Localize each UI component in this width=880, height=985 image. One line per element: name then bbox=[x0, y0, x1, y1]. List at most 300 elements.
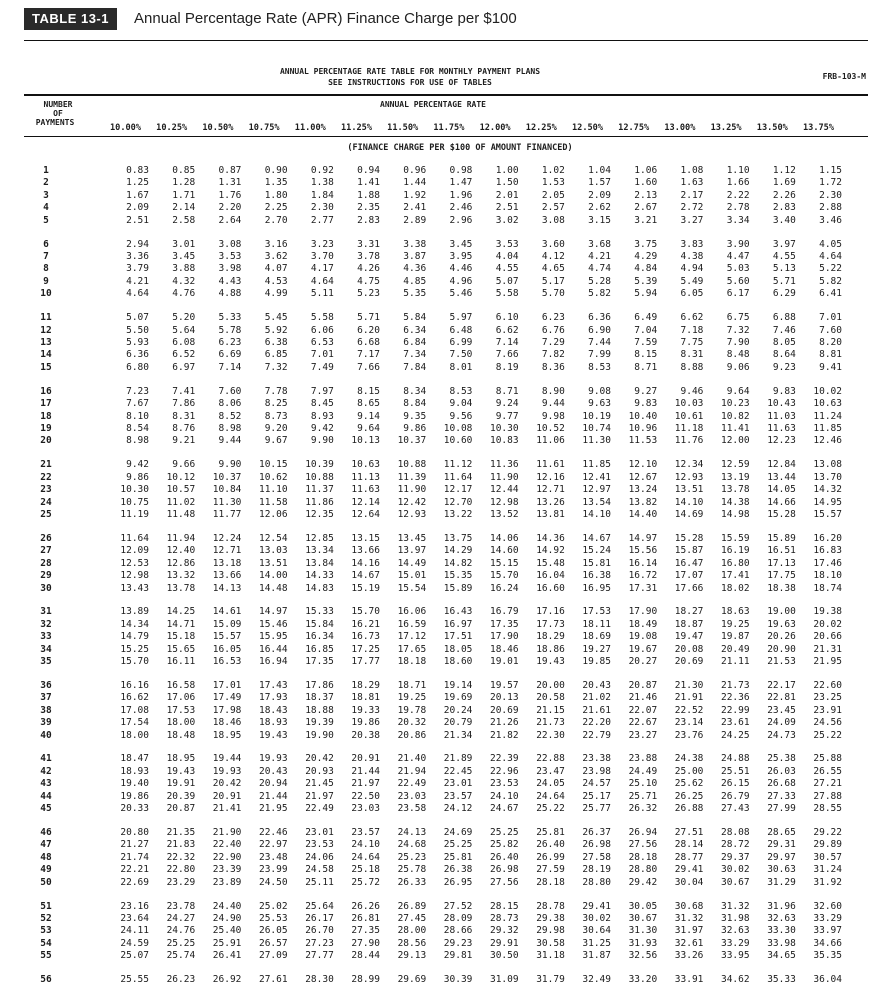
finance-charge-cell: 13.54 bbox=[582, 496, 611, 508]
finance-charge-cell: 12.97 bbox=[582, 484, 611, 496]
finance-charge-cell: 15.46 bbox=[258, 618, 288, 630]
finance-charge-cell: 14.29 bbox=[443, 545, 473, 557]
finance-charge-cell: 7.34 bbox=[403, 349, 427, 361]
finance-charge-cell: 12.54 bbox=[258, 532, 288, 544]
finance-charge-cell: 14.38 bbox=[720, 496, 750, 508]
finance-charge-cell: 7.14 bbox=[218, 361, 242, 373]
finance-charge-cell: 25.78 bbox=[397, 864, 427, 876]
finance-charge-cell: 17.93 bbox=[258, 692, 288, 704]
finance-charge-cell: 2.83 bbox=[772, 202, 796, 214]
finance-charge-cell: 17.31 bbox=[628, 582, 658, 594]
finance-charge-cell: 10.43 bbox=[767, 398, 796, 410]
payments-number-cell: 8 bbox=[43, 263, 49, 275]
finance-charge-cell: 29.69 bbox=[397, 974, 427, 985]
finance-charge-cell: 12.35 bbox=[305, 509, 334, 520]
finance-charge-cell: 9.63 bbox=[588, 398, 611, 410]
finance-charge-cell: 2.35 bbox=[357, 202, 380, 214]
finance-charge-cell: 16.51 bbox=[767, 545, 796, 557]
finance-charge-cell: 31.98 bbox=[720, 912, 750, 924]
finance-charge-cell: 1.25 bbox=[126, 177, 149, 189]
finance-charge-cell: 19.87 bbox=[720, 631, 750, 643]
finance-charge-cell: 19.85 bbox=[582, 656, 611, 668]
rate-header-cell: 11.25% bbox=[340, 123, 373, 133]
finance-charge-cell: 28.99 bbox=[351, 974, 380, 985]
finance-charge-cell: 12.17 bbox=[443, 484, 473, 496]
finance-charge-cell: 20.93 bbox=[305, 765, 334, 777]
finance-charge-cell: 20.87 bbox=[166, 803, 196, 815]
finance-charge-cell: 14.36 bbox=[536, 532, 565, 544]
table-title: Annual Percentage Rate (APR) Finance Charge per $100 bbox=[134, 10, 517, 27]
finance-charge-cell: 12.85 bbox=[305, 532, 334, 544]
finance-charge-cell: 26.92 bbox=[212, 974, 242, 985]
finance-charge-cell: 25.72 bbox=[351, 876, 380, 888]
finance-charge-cell: 17.06 bbox=[166, 692, 196, 704]
payments-number-cell: 3 bbox=[43, 189, 49, 201]
finance-charge-cell: 15.89 bbox=[443, 582, 473, 594]
finance-charge-cell: 24.10 bbox=[351, 839, 380, 851]
finance-charge-cell: 2.13 bbox=[634, 189, 658, 201]
finance-charge-cell: 10.57 bbox=[166, 484, 196, 496]
finance-charge-cell: 17.90 bbox=[489, 631, 519, 643]
finance-charge-cell: 11.12 bbox=[443, 459, 473, 471]
finance-charge-cell: 6.88 bbox=[772, 312, 796, 324]
payments-number-cell: 24 bbox=[40, 496, 52, 508]
finance-charge-cell: 9.90 bbox=[310, 435, 334, 447]
finance-charge-cell: 25.74 bbox=[166, 950, 196, 962]
finance-charge-cell: 21.61 bbox=[582, 704, 611, 716]
finance-charge-cell: 15.70 bbox=[351, 606, 380, 618]
finance-charge-cell: 31.24 bbox=[813, 864, 842, 876]
finance-charge-cell: 10.12 bbox=[166, 471, 196, 483]
finance-charge-cell: 5.13 bbox=[772, 263, 796, 275]
finance-charge-cell: 8.93 bbox=[310, 410, 334, 422]
finance-charge-cell: 16.38 bbox=[582, 570, 611, 582]
finance-charge-cell: 26.68 bbox=[767, 778, 796, 790]
finance-charge-cell: 14.97 bbox=[258, 606, 288, 618]
finance-charge-cell: 19.69 bbox=[443, 692, 473, 704]
finance-charge-cell: 1.66 bbox=[726, 177, 750, 189]
finance-charge-cell: 19.27 bbox=[582, 643, 611, 655]
finance-charge-cell: 4.55 bbox=[495, 263, 519, 275]
payments-number-cell: 28 bbox=[40, 557, 52, 569]
finance-charge-cell: 12.00 bbox=[720, 435, 750, 447]
finance-charge-cell: 4.74 bbox=[588, 263, 611, 275]
payments-number-cell: 29 bbox=[40, 570, 52, 582]
finance-charge-cell: 13.26 bbox=[536, 496, 565, 508]
finance-charge-cell: 11.53 bbox=[628, 435, 658, 447]
finance-charge-cell: 20.24 bbox=[443, 704, 473, 716]
finance-charge-cell: 16.95 bbox=[582, 582, 611, 594]
payments-number-cell: 6 bbox=[43, 238, 49, 250]
finance-charge-cell: 5.58 bbox=[310, 312, 334, 324]
finance-charge-cell: 11.39 bbox=[397, 471, 427, 483]
finance-charge-cell: 1.08 bbox=[680, 165, 704, 176]
finance-charge-cell: 18.47 bbox=[120, 753, 149, 765]
finance-charge-cell: 17.35 bbox=[489, 618, 519, 630]
finance-charge-cell: 26.70 bbox=[305, 925, 334, 937]
finance-charge-cell: 16.20 bbox=[813, 532, 842, 544]
finance-charge-cell: 8.25 bbox=[264, 398, 288, 410]
finance-charge-cell: 20.26 bbox=[767, 631, 796, 643]
finance-charge-cell: 24.64 bbox=[351, 851, 380, 863]
finance-charge-cell: 11.03 bbox=[767, 410, 796, 422]
finance-charge-cell: 9.56 bbox=[449, 410, 473, 422]
finance-charge-cell: 22.60 bbox=[813, 679, 842, 691]
finance-charge-cell: 2.26 bbox=[772, 189, 796, 201]
finance-charge-cell: 5.84 bbox=[403, 312, 427, 324]
finance-charge-cell: 23.29 bbox=[166, 876, 196, 888]
finance-charge-cell: 9.04 bbox=[449, 398, 473, 410]
finance-charge-cell: 16.11 bbox=[166, 656, 196, 668]
finance-charge-cell: 25.55 bbox=[120, 974, 149, 985]
finance-charge-cell: 18.43 bbox=[258, 704, 288, 716]
payments-number-cell: 35 bbox=[40, 656, 52, 668]
finance-charge-cell: 10.19 bbox=[582, 410, 611, 422]
finance-charge-cell: 15.28 bbox=[767, 509, 796, 520]
finance-charge-cell: 22.52 bbox=[674, 704, 704, 716]
finance-charge-cell: 19.40 bbox=[120, 778, 149, 790]
finance-charge-cell: 11.36 bbox=[489, 459, 519, 471]
finance-charge-cell: 26.98 bbox=[489, 864, 519, 876]
finance-charge-cell: 16.73 bbox=[351, 631, 380, 643]
finance-charge-cell: 19.78 bbox=[397, 704, 427, 716]
finance-charge-cell: 9.64 bbox=[357, 423, 380, 434]
finance-charge-cell: 12.70 bbox=[443, 496, 473, 508]
finance-charge-cell: 23.57 bbox=[443, 790, 473, 802]
finance-charge-cell: 14.16 bbox=[351, 557, 380, 569]
payments-number-cell: 17 bbox=[40, 398, 52, 410]
finance-charge-cell: 2.30 bbox=[819, 189, 842, 201]
finance-charge-cell: 17.77 bbox=[351, 656, 380, 668]
finance-charge-cell: 29.32 bbox=[489, 925, 519, 937]
finance-charge-cell: 10.02 bbox=[813, 385, 842, 397]
finance-charge-cell: 16.53 bbox=[212, 656, 242, 668]
finance-charge-cell: 20.39 bbox=[166, 790, 196, 802]
rate-header-cell: 12.25% bbox=[525, 123, 557, 133]
finance-charge-cell: 8.06 bbox=[218, 398, 242, 410]
finance-charge-cell: 1.63 bbox=[680, 177, 704, 189]
finance-charge-cell: 13.81 bbox=[536, 509, 565, 520]
finance-charge-cell: 30.67 bbox=[720, 876, 750, 888]
finance-charge-cell: 18.93 bbox=[120, 765, 149, 777]
finance-charge-cell: 24.57 bbox=[582, 778, 611, 790]
finance-charge-cell: 3.53 bbox=[218, 251, 242, 262]
payments-number-cell: 15 bbox=[40, 361, 52, 373]
finance-charge-cell: 8.36 bbox=[541, 361, 565, 373]
finance-charge-cell: 25.53 bbox=[258, 912, 288, 924]
finance-charge-cell: 7.50 bbox=[449, 349, 473, 361]
finance-charge-cell: 29.97 bbox=[767, 851, 796, 863]
payments-number-cell: 48 bbox=[40, 851, 52, 863]
finance-charge-cell: 11.58 bbox=[258, 496, 288, 508]
finance-charge-cell: 20.49 bbox=[720, 643, 750, 655]
finance-charge-cell: 26.55 bbox=[813, 765, 842, 777]
header-bottom-rule bbox=[24, 136, 868, 137]
title-bar bbox=[0, 0, 880, 40]
finance-charge-cell: 9.35 bbox=[403, 410, 427, 422]
payments-number-cell: 13 bbox=[40, 337, 52, 348]
finance-charge-cell: 6.69 bbox=[218, 349, 242, 361]
finance-charge-cell: 7.01 bbox=[819, 312, 842, 324]
finance-charge-cell: 5.49 bbox=[680, 275, 704, 287]
finance-charge-cell: 2.70 bbox=[264, 214, 288, 226]
payments-number-cell: 49 bbox=[40, 864, 52, 876]
finance-charge-cell: 11.18 bbox=[674, 423, 704, 434]
finance-charge-cell: 23.03 bbox=[351, 803, 380, 815]
finance-charge-cell: 3.68 bbox=[588, 238, 611, 250]
payments-number-cell: 19 bbox=[40, 423, 52, 434]
finance-charge-cell: 14.40 bbox=[628, 509, 658, 520]
finance-charge-cell: 29.23 bbox=[443, 937, 473, 949]
finance-charge-cell: 1.38 bbox=[310, 177, 334, 189]
finance-charge-note: (FINANCE CHARGE PER $100 OF AMOUNT FINANCED) bbox=[347, 143, 573, 153]
finance-charge-cell: 11.63 bbox=[767, 423, 796, 434]
finance-charge-cell: 30.04 bbox=[674, 876, 704, 888]
payments-number-cell: 27 bbox=[40, 545, 52, 557]
finance-charge-cell: 3.31 bbox=[357, 238, 380, 250]
finance-charge-cell: 1.57 bbox=[588, 177, 611, 189]
finance-charge-cell: 10.15 bbox=[258, 459, 288, 471]
finance-charge-cell: 3.27 bbox=[680, 214, 704, 226]
finance-charge-cell: 32.49 bbox=[582, 974, 611, 985]
finance-charge-cell: 8.15 bbox=[634, 349, 658, 361]
finance-charge-cell: 0.83 bbox=[126, 165, 149, 176]
finance-charge-cell: 3.08 bbox=[218, 238, 242, 250]
finance-charge-cell: 17.46 bbox=[813, 557, 842, 569]
finance-charge-cell: 11.13 bbox=[351, 471, 380, 483]
finance-charge-cell: 26.79 bbox=[720, 790, 750, 802]
number-of-payments-heading-line: PAYMENTS bbox=[35, 118, 75, 127]
finance-charge-cell: 30.64 bbox=[582, 925, 611, 937]
finance-charge-cell: 18.69 bbox=[582, 631, 611, 643]
finance-charge-cell: 28.80 bbox=[582, 876, 611, 888]
finance-charge-cell: 20.02 bbox=[813, 618, 842, 630]
finance-charge-cell: 5.93 bbox=[126, 337, 149, 348]
finance-charge-cell: 16.43 bbox=[443, 606, 473, 618]
finance-charge-cell: 23.88 bbox=[628, 753, 658, 765]
finance-charge-cell: 26.33 bbox=[397, 876, 427, 888]
finance-charge-cell: 14.60 bbox=[489, 545, 519, 557]
finance-charge-cell: 25.00 bbox=[674, 765, 704, 777]
finance-charge-cell: 6.76 bbox=[541, 324, 565, 336]
finance-charge-cell: 10.37 bbox=[397, 435, 427, 447]
finance-charge-cell: 22.50 bbox=[351, 790, 380, 802]
finance-charge-cell: 34.65 bbox=[767, 950, 796, 962]
finance-charge-cell: 17.16 bbox=[536, 606, 565, 618]
finance-charge-cell: 15.89 bbox=[767, 532, 796, 544]
payments-number-cell: 21 bbox=[40, 459, 52, 471]
finance-charge-cell: 18.05 bbox=[443, 643, 473, 655]
finance-charge-cell: 12.09 bbox=[120, 545, 149, 557]
finance-charge-cell: 28.08 bbox=[720, 826, 750, 838]
finance-charge-cell: 9.64 bbox=[726, 385, 750, 397]
finance-charge-cell: 30.68 bbox=[674, 900, 704, 912]
finance-charge-cell: 22.30 bbox=[536, 729, 565, 741]
finance-charge-cell: 12.84 bbox=[767, 459, 796, 471]
finance-charge-cell: 9.77 bbox=[495, 410, 519, 422]
finance-charge-cell: 11.64 bbox=[120, 532, 149, 544]
finance-charge-cell: 19.39 bbox=[305, 717, 334, 729]
finance-charge-cell: 28.73 bbox=[489, 912, 519, 924]
finance-charge-cell: 13.84 bbox=[305, 557, 334, 569]
finance-charge-cell: 19.01 bbox=[489, 656, 519, 668]
finance-charge-cell: 9.06 bbox=[726, 361, 750, 373]
rate-header-cell: 10.75% bbox=[248, 123, 280, 133]
finance-charge-cell: 19.43 bbox=[166, 765, 196, 777]
finance-charge-cell: 2.51 bbox=[126, 214, 149, 226]
finance-charge-cell: 17.53 bbox=[166, 704, 196, 716]
finance-charge-cell: 23.27 bbox=[628, 729, 658, 741]
finance-charge-cell: 14.25 bbox=[166, 606, 196, 618]
finance-charge-cell: 30.39 bbox=[443, 974, 473, 985]
finance-charge-cell: 21.90 bbox=[212, 826, 242, 838]
finance-charge-cell: 28.15 bbox=[489, 900, 519, 912]
finance-charge-cell: 13.32 bbox=[166, 570, 196, 582]
finance-charge-cell: 1.92 bbox=[403, 189, 427, 201]
finance-charge-cell: 7.01 bbox=[310, 349, 334, 361]
finance-charge-cell: 10.82 bbox=[720, 410, 750, 422]
finance-charge-cell: 13.03 bbox=[258, 545, 288, 557]
finance-charge-cell: 18.48 bbox=[166, 729, 196, 741]
number-of-payments-heading bbox=[28, 100, 88, 127]
finance-charge-cell: 5.97 bbox=[449, 312, 473, 324]
finance-charge-cell: 17.90 bbox=[628, 606, 658, 618]
finance-charge-cell: 22.49 bbox=[397, 778, 427, 790]
finance-charge-cell: 5.33 bbox=[218, 312, 242, 324]
finance-charge-cell: 15.01 bbox=[397, 570, 427, 582]
payments-number-cell: 39 bbox=[40, 717, 52, 729]
finance-charge-cell: 6.10 bbox=[495, 312, 519, 324]
finance-charge-cell: 20.42 bbox=[305, 753, 334, 765]
finance-charge-cell: 1.35 bbox=[264, 177, 288, 189]
finance-charge-cell: 13.34 bbox=[305, 545, 334, 557]
finance-charge-cell: 3.87 bbox=[403, 251, 427, 262]
finance-charge-cell: 13.70 bbox=[813, 471, 842, 483]
finance-charge-cell: 12.59 bbox=[720, 459, 750, 471]
finance-charge-cell: 19.90 bbox=[305, 729, 334, 741]
finance-charge-cell: 3.83 bbox=[680, 238, 704, 250]
finance-charge-cell: 18.74 bbox=[813, 582, 842, 594]
finance-charge-cell: 27.35 bbox=[351, 925, 380, 937]
finance-charge-cell: 34.66 bbox=[813, 937, 842, 949]
finance-charge-cell: 25.91 bbox=[212, 937, 242, 949]
finance-charge-cell: 25.25 bbox=[166, 937, 196, 949]
finance-charge-cell: 4.64 bbox=[126, 288, 149, 300]
finance-charge-cell: 25.25 bbox=[443, 839, 473, 851]
finance-charge-cell: 5.28 bbox=[588, 275, 611, 287]
finance-charge-cell: 4.94 bbox=[680, 263, 704, 275]
finance-charge-cell: 6.84 bbox=[403, 337, 427, 348]
payments-number-cell: 38 bbox=[40, 704, 52, 716]
finance-charge-cell: 2.62 bbox=[588, 202, 611, 214]
finance-charge-cell: 6.48 bbox=[449, 324, 473, 336]
finance-charge-cell: 31.25 bbox=[582, 937, 611, 949]
finance-charge-cell: 2.64 bbox=[218, 214, 242, 226]
finance-charge-cell: 20.79 bbox=[443, 717, 473, 729]
finance-charge-cell: 4.75 bbox=[357, 275, 380, 287]
finance-charge-cell: 7.99 bbox=[588, 349, 611, 361]
payments-number-cell: 50 bbox=[40, 876, 52, 888]
finance-charge-cell: 2.89 bbox=[403, 214, 427, 226]
finance-charge-cell: 7.41 bbox=[172, 385, 196, 397]
table-heading bbox=[200, 66, 620, 88]
finance-charge-cell: 10.13 bbox=[351, 435, 380, 447]
payments-number-cell: 45 bbox=[40, 803, 52, 815]
finance-charge-cell: 9.44 bbox=[218, 435, 242, 447]
finance-charge-cell: 3.01 bbox=[172, 238, 196, 250]
finance-charge-cell: 8.90 bbox=[541, 385, 565, 397]
table-heading-line1: ANNUAL PERCENTAGE RATE TABLE FOR MONTHLY PAYMENT PLANS bbox=[279, 67, 541, 76]
finance-charge-cell: 6.90 bbox=[588, 324, 611, 336]
finance-charge-cell: 2.78 bbox=[726, 202, 750, 214]
finance-charge-cell: 11.61 bbox=[536, 459, 565, 471]
finance-charge-cell: 4.99 bbox=[264, 288, 288, 300]
finance-charge-cell: 14.71 bbox=[166, 618, 196, 630]
finance-charge-cell: 8.54 bbox=[126, 423, 149, 434]
finance-charge-cell: 31.93 bbox=[628, 937, 658, 949]
finance-charge-cell: 27.58 bbox=[582, 851, 611, 863]
finance-charge-cell: 22.20 bbox=[582, 717, 611, 729]
finance-charge-cell: 23.57 bbox=[351, 826, 380, 838]
finance-charge-cell: 13.51 bbox=[674, 484, 704, 496]
finance-charge-cell: 23.78 bbox=[166, 900, 196, 912]
finance-charge-cell: 25.62 bbox=[674, 778, 704, 790]
finance-charge-cell: 20.90 bbox=[767, 643, 796, 655]
finance-charge-cell: 20.43 bbox=[258, 765, 288, 777]
finance-charge-cell: 12.40 bbox=[166, 545, 196, 557]
finance-charge-cell: 30.02 bbox=[720, 864, 750, 876]
finance-charge-cell: 9.20 bbox=[264, 423, 288, 434]
finance-charge-cell: 3.21 bbox=[634, 214, 658, 226]
finance-charge-cell: 4.21 bbox=[588, 251, 611, 262]
finance-charge-cell: 12.10 bbox=[628, 459, 658, 471]
payments-number-cell: 11 bbox=[40, 312, 52, 324]
finance-charge-cell: 12.71 bbox=[212, 545, 242, 557]
finance-charge-cell: 21.40 bbox=[397, 753, 427, 765]
finance-charge-cell: 11.94 bbox=[166, 532, 196, 544]
finance-charge-cell: 7.86 bbox=[172, 398, 196, 410]
finance-charge-cell: 4.32 bbox=[172, 275, 196, 287]
finance-charge-cell: 23.03 bbox=[397, 790, 427, 802]
finance-charge-cell: 21.44 bbox=[351, 765, 380, 777]
finance-charge-cell: 16.58 bbox=[166, 679, 196, 691]
finance-charge-cell: 14.97 bbox=[628, 532, 658, 544]
finance-charge-cell: 28.18 bbox=[536, 876, 565, 888]
finance-charge-cell: 9.44 bbox=[541, 398, 565, 410]
finance-charge-cell: 29.31 bbox=[767, 839, 796, 851]
finance-charge-cell: 1.76 bbox=[218, 189, 242, 201]
finance-charge-cell: 15.09 bbox=[212, 618, 242, 630]
finance-charge-cell: 25.64 bbox=[305, 900, 334, 912]
finance-charge-cell: 20.80 bbox=[120, 826, 149, 838]
finance-charge-cell: 22.46 bbox=[258, 826, 288, 838]
finance-charge-cell: 14.05 bbox=[767, 484, 796, 496]
finance-charge-cell: 2.09 bbox=[588, 189, 611, 201]
finance-charge-cell: 16.80 bbox=[720, 557, 750, 569]
finance-charge-cell: 23.45 bbox=[767, 704, 796, 716]
finance-charge-cell: 13.89 bbox=[120, 606, 149, 618]
finance-charge-cell: 26.23 bbox=[166, 974, 196, 985]
payments-number-cell: 4 bbox=[43, 202, 49, 214]
finance-charge-cell: 28.14 bbox=[674, 839, 704, 851]
finance-charge-cell: 14.10 bbox=[582, 509, 611, 520]
finance-charge-cell: 5.07 bbox=[126, 312, 149, 324]
payments-number-cell: 33 bbox=[40, 631, 52, 643]
finance-charge-cell: 7.49 bbox=[310, 361, 334, 373]
finance-charge-cell: 27.23 bbox=[305, 937, 334, 949]
finance-charge-cell: 16.24 bbox=[489, 582, 519, 594]
finance-charge-cell: 20.08 bbox=[674, 643, 704, 655]
